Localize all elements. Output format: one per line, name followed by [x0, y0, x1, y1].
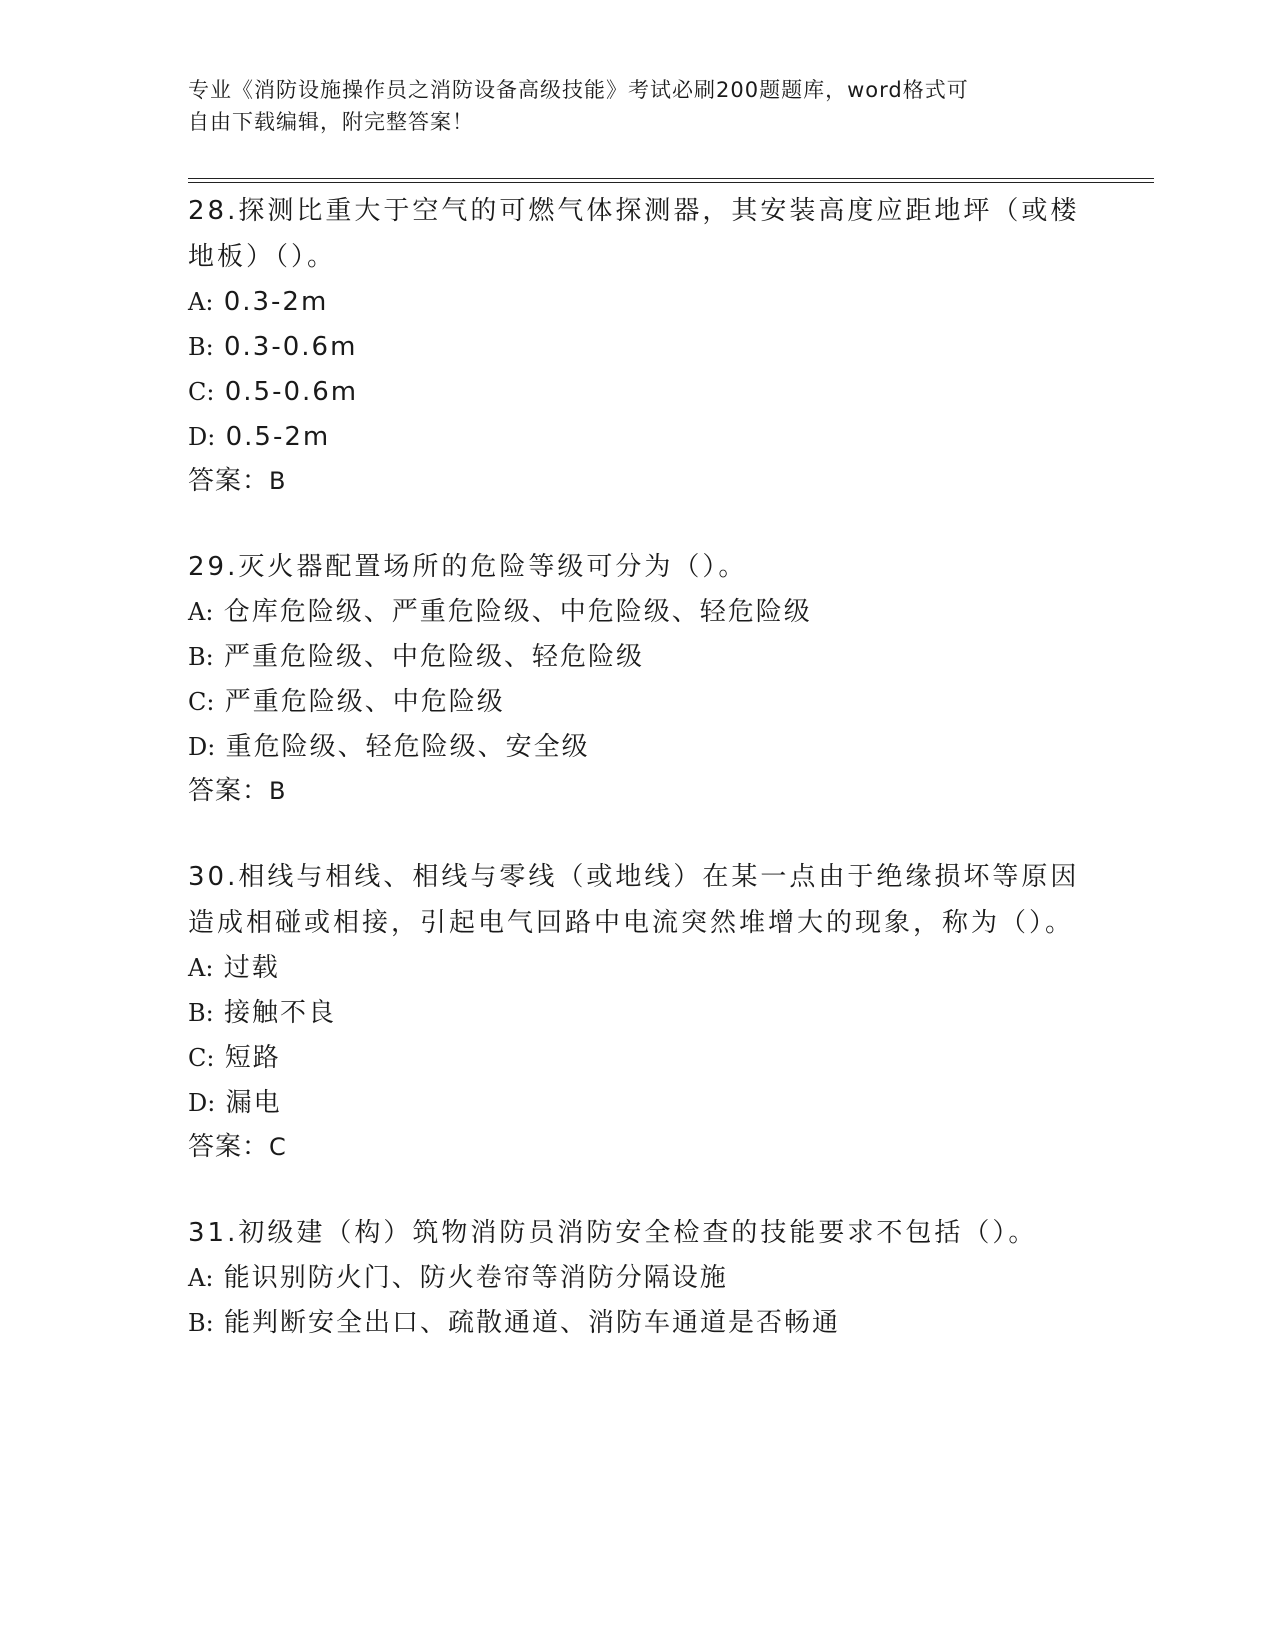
option-b	[188, 991, 1088, 1036]
option-text: 漏电	[225, 1088, 282, 1118]
answer	[188, 770, 1088, 812]
answer	[188, 1126, 1088, 1168]
option-text: 0.3-0.6m	[224, 332, 358, 362]
option-text: 0.3-2m	[223, 287, 329, 317]
question-stem: 31.初级建（构）筑物消防员消防安全检查的技能要求不包括（）。	[188, 1218, 1038, 1248]
option-text: 重危险级、轻危险级、安全级	[225, 732, 590, 762]
option-key: D:	[188, 1089, 216, 1117]
option-key: C:	[188, 378, 215, 406]
option-key: C:	[188, 688, 215, 716]
question-31	[188, 1210, 1088, 1346]
option-a	[188, 1256, 1088, 1301]
option-key: B:	[188, 999, 214, 1027]
option-text: 0.5-2m	[225, 422, 331, 452]
option-a	[188, 590, 1088, 635]
answer-value: B	[269, 777, 287, 805]
answer-value: B	[269, 467, 287, 495]
option-d	[188, 1081, 1088, 1126]
answer-value: C	[269, 1133, 287, 1161]
option-text: 仓库危险级、严重危险级、中危险级、轻危险级	[223, 597, 812, 627]
document-header	[188, 74, 1088, 138]
option-key: B:	[188, 643, 214, 671]
option-text: 接触不良	[224, 998, 337, 1028]
option-text: 能识别防火门、防火卷帘等消防分隔设施	[223, 1263, 728, 1293]
option-a	[188, 946, 1088, 991]
option-d	[188, 725, 1088, 770]
answer	[188, 460, 1088, 502]
option-d	[188, 415, 1088, 460]
option-c	[188, 1036, 1088, 1081]
option-text: 0.5-0.6m	[224, 377, 359, 407]
option-c	[188, 680, 1088, 725]
option-key: A:	[188, 1264, 214, 1292]
option-text: 严重危险级、中危险级	[224, 687, 505, 717]
option-key: D:	[188, 733, 216, 761]
option-text: 能判断安全出口、疏散通道、消防车通道是否畅通	[224, 1308, 841, 1338]
option-text: 短路	[224, 1043, 281, 1073]
option-b	[188, 325, 1088, 370]
header-divider	[188, 178, 1154, 183]
question-29	[188, 544, 1088, 812]
option-a	[188, 280, 1088, 325]
option-text: 严重危险级、中危险级、轻危险级	[224, 642, 645, 672]
answer-label: 答案：	[188, 466, 270, 496]
option-b	[188, 1301, 1088, 1346]
header-line-2: 自由下载编辑，附完整答案！	[188, 110, 474, 134]
option-key: A:	[188, 288, 214, 316]
option-key: B:	[188, 1309, 214, 1337]
question-stem: 30.相线与相线、相线与零线（或地线）在某一点由于绝缘损坏等原因造成相碰或相接，引起电气回路中电流突然堆增大的现象，称为（）。	[188, 862, 1080, 938]
option-key: A:	[188, 598, 214, 626]
header-line-1: 专业《消防设施操作员之消防设备高级技能》考试必刷200题题库，word格式可	[188, 78, 969, 102]
option-key: B:	[188, 333, 214, 361]
answer-label: 答案：	[188, 1132, 270, 1162]
question-stem: 29.灭火器配置场所的危险等级可分为（）。	[188, 552, 748, 582]
question-stem: 28.探测比重大于空气的可燃气体探测器，其安装高度应距地坪（或楼地板）（）。	[188, 196, 1080, 272]
option-key: C:	[188, 1044, 215, 1072]
question-list	[188, 188, 1088, 1388]
option-key: D:	[188, 423, 216, 451]
question-28	[188, 188, 1088, 502]
question-30	[188, 854, 1088, 1168]
option-key: A:	[188, 954, 214, 982]
answer-label: 答案：	[188, 776, 270, 806]
option-c	[188, 370, 1088, 415]
option-text: 过载	[223, 953, 280, 983]
option-b	[188, 635, 1088, 680]
